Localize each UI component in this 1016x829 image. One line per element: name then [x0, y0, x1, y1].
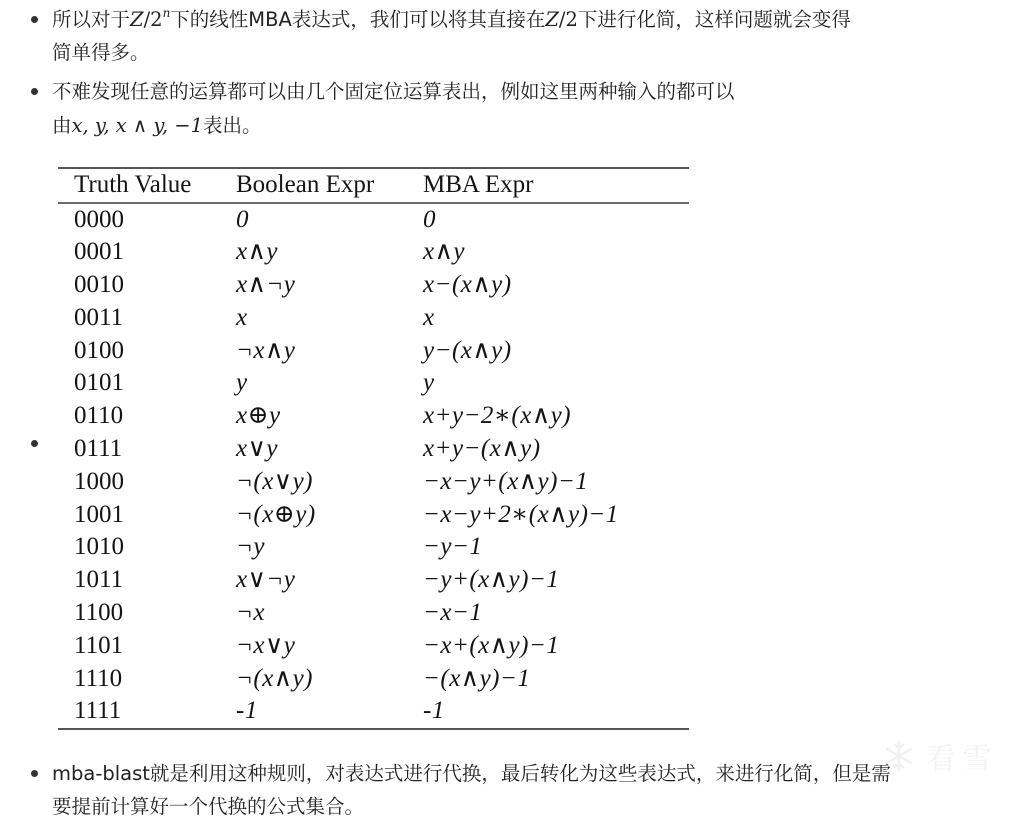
mba-expr-cell: y: [423, 369, 435, 397]
boolean-expr-cell: ¬x∨y: [236, 631, 296, 659]
paragraph-linear-mba: [52, 4, 851, 35]
mba-expr-cell: x: [423, 303, 435, 331]
header-mba-expr: MBA Expr: [423, 171, 534, 198]
paragraph-mba-blast-cont: [52, 791, 364, 822]
truth-value-cell: 0001: [74, 238, 124, 266]
header-boolean-expr: Boolean Expr: [236, 171, 375, 198]
table-row: [58, 564, 689, 597]
truth-value-cell: 0010: [74, 271, 124, 299]
text: 不难发现任意的运算都可以由几个固定位运算表出，例如这里两种输入的都可以: [52, 80, 735, 103]
boolean-expr-cell: ¬x: [236, 599, 265, 627]
mba-expr-cell: −y−1: [423, 533, 483, 561]
mba-expr-cell: y−(x∧y): [423, 336, 512, 364]
mba-expr-cell: x+y−2∗(x∧y): [423, 402, 572, 430]
truth-value-cell: 0011: [74, 303, 124, 331]
truth-table-figure: [58, 167, 689, 730]
table-row: [58, 695, 689, 728]
math-mod: /2: [558, 8, 578, 31]
boolean-expr-cell: x⊕y: [236, 402, 281, 430]
mba-expr-cell: −x+(x∧y)−1: [423, 631, 560, 659]
mba-expr-cell: 0: [423, 205, 436, 233]
truth-value-cell: 1110: [74, 664, 123, 692]
table-row: [58, 499, 689, 532]
boolean-expr-cell: x∨y: [236, 435, 278, 463]
table-row: [58, 433, 689, 466]
boolean-expr-cell: x∧¬y: [236, 271, 296, 299]
text: mba-blast就是利用这种规则，对表达式进行代换，最后转化为这些表达式，来进行化简，但是需: [52, 762, 891, 785]
boolean-expr-cell: x∨¬y: [236, 566, 296, 594]
bullet-dot: [31, 770, 38, 777]
truth-value-cell: 1100: [74, 599, 124, 627]
table-row: [58, 597, 689, 630]
table-row: [58, 302, 689, 335]
boolean-expr-cell: 0: [236, 205, 249, 233]
mba-expr-cell: x+y−(x∧y): [423, 435, 541, 463]
boolean-expr-cell: y: [236, 369, 248, 397]
mba-expr-cell: −x−y+(x∧y)−1: [423, 467, 589, 495]
truth-value-cell: 1111: [74, 697, 122, 725]
mba-expr-cell: x∧y: [423, 238, 465, 266]
watermark-text: 看雪: [926, 742, 998, 777]
table-row: [58, 204, 689, 237]
truth-value-cell: 1101: [74, 631, 124, 659]
boolean-expr-cell: ¬y: [236, 533, 265, 561]
boolean-expr-cell: -1: [236, 697, 258, 725]
text: 所以对于: [52, 8, 131, 31]
table-row: [58, 466, 689, 499]
header-truth-value: Truth Value: [74, 171, 192, 198]
math-mod: /2: [143, 8, 163, 31]
table-row: [58, 400, 689, 433]
boolean-expr-cell: ¬(x⊕y): [236, 500, 316, 528]
bullet-dot: [31, 88, 38, 95]
mba-expr-cell: −y+(x∧y)−1: [423, 566, 560, 594]
math-z: Z: [130, 8, 144, 31]
truth-value-cell: 1001: [74, 500, 124, 528]
mba-expr-cell: −x−y+2∗(x∧y)−1: [423, 500, 619, 528]
boolean-expr-cell: ¬(x∨y): [236, 467, 314, 495]
text: 下进行化简，这样问题就会变得: [577, 8, 851, 31]
truth-value-cell: 1010: [74, 533, 124, 561]
text: 下的线性MBA表达式，我们可以将其直接在: [170, 8, 546, 31]
math-basis: x, y, x ∧ y, −1: [71, 114, 203, 137]
table-row: [58, 531, 689, 564]
boolean-expr-cell: x: [236, 303, 248, 331]
table-header-row: [58, 169, 689, 202]
truth-value-cell: 0101: [74, 369, 124, 397]
paragraph-fixed-ops: [52, 76, 735, 107]
table-body: [58, 204, 689, 729]
table-row: [58, 335, 689, 368]
math-exponent: n: [162, 6, 171, 20]
mba-expr-cell: x−(x∧y): [423, 271, 512, 299]
table-row: [58, 630, 689, 663]
paragraph-fixed-ops-cont: [52, 110, 262, 141]
mba-expr-cell: -1: [423, 697, 445, 725]
mba-expr-cell: −(x∧y)−1: [423, 664, 531, 692]
text: 要提前计算好一个代换的公式集合。: [52, 795, 365, 818]
snowflake-icon: [882, 739, 916, 773]
table-row: [58, 367, 689, 400]
truth-value-cell: 1011: [74, 566, 124, 594]
math-z: Z: [545, 8, 559, 31]
paragraph-mba-blast: [52, 758, 891, 789]
table-row: [58, 269, 689, 302]
paragraph-linear-mba-cont: [52, 37, 150, 68]
text: 由: [52, 114, 72, 137]
table-bottom-rule: [58, 728, 689, 730]
boolean-expr-cell: x∧y: [236, 238, 278, 266]
table-row: [58, 236, 689, 269]
boolean-expr-cell: ¬x∧y: [236, 336, 296, 364]
table-row: [58, 663, 689, 696]
truth-value-cell: 0100: [74, 336, 124, 364]
bullet-dot: [31, 440, 38, 447]
watermark: [882, 734, 998, 778]
boolean-expr-cell: ¬(x∧y): [236, 664, 314, 692]
truth-value-cell: 1000: [74, 467, 124, 495]
truth-value-cell: 0111: [74, 435, 123, 463]
mba-expr-cell: −x−1: [423, 599, 483, 627]
text: 简单得多。: [52, 41, 150, 64]
truth-value-cell: 0110: [74, 402, 124, 430]
text: 表出。: [202, 114, 262, 137]
bullet-dot: [31, 16, 38, 23]
truth-value-cell: 0000: [74, 205, 124, 233]
